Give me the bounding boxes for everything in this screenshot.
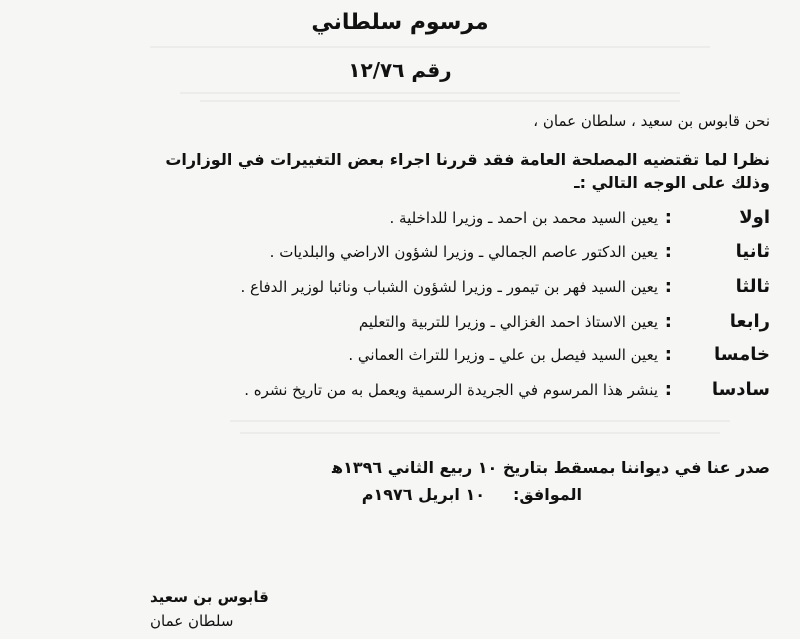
article-item	[30, 311, 770, 341]
issued-date-gregorian	[362, 485, 582, 504]
opening-line: نحن قابوس بن سعيد ، سلطان عمان ،	[533, 112, 770, 130]
article-colon: :	[664, 276, 672, 297]
article-text: يعين السيد محمد بن احمد ـ وزيرا للداخلية .	[389, 209, 658, 227]
article-colon: :	[664, 379, 672, 400]
article-colon: :	[664, 344, 672, 365]
article-text: يعين السيد فيصل بن علي ـ وزيرا للتراث العماني .	[348, 346, 658, 364]
article-item	[30, 379, 770, 409]
article-colon: :	[664, 207, 672, 228]
decree-number: رقم ١٢/٧٦	[348, 58, 452, 82]
article-text: ينشر هذا المرسوم في الجريدة الرسمية ويعمل به من تاريخ نشره .	[244, 381, 658, 399]
bleed-through-line	[200, 100, 680, 102]
bleed-through-line	[180, 92, 680, 94]
article-label: اولا	[739, 207, 770, 228]
signatory-title: سلطان عمان	[150, 612, 234, 630]
article-label: رابعا	[729, 311, 770, 332]
decree-title: مرسوم سلطاني	[311, 10, 489, 35]
article-item	[30, 344, 770, 374]
article-item	[30, 207, 770, 237]
bleed-through-line	[150, 46, 710, 48]
article-colon: :	[664, 241, 672, 262]
bleed-through-line	[240, 432, 720, 434]
signatory-name: قابوس بن سعيد	[150, 588, 269, 606]
article-label: سادسا	[711, 379, 770, 400]
article-text: يعين السيد فهر بن تيمور ـ وزيرا لشؤون الشباب ونائبا لوزير الدفاع .	[240, 278, 658, 296]
article-item	[30, 241, 770, 271]
article-text: يعين الاستاذ احمد الغزالي ـ وزيرا للتربية والتعليم	[358, 313, 658, 331]
corresponding-label: الموافق:	[512, 485, 582, 504]
bleed-through-line	[230, 420, 730, 422]
issued-date-hijri: صدر عنا في ديواننا بمسقط بتاريخ ١٠ ربيع الثاني ١٣٩٦ه‍	[331, 458, 770, 477]
preamble-paragraph: نظرا لما تقتضيه المصلحة العامة فقد قررنا اجراء بعض التغييرات في الوزارات وذلك على الوجه التالي :ـ	[165, 150, 770, 192]
article-label: ثالثا	[735, 276, 770, 297]
article-item	[30, 276, 770, 306]
article-text: يعين الدكتور عاصم الجمالي ـ وزيرا لشؤون الاراضي والبلديات .	[269, 243, 658, 261]
article-label: خامسا	[714, 344, 770, 365]
article-colon: :	[664, 311, 672, 332]
gregorian-date: ١٠ ابريل ١٩٧٦م	[361, 485, 485, 504]
article-label: ثانيا	[735, 241, 770, 262]
